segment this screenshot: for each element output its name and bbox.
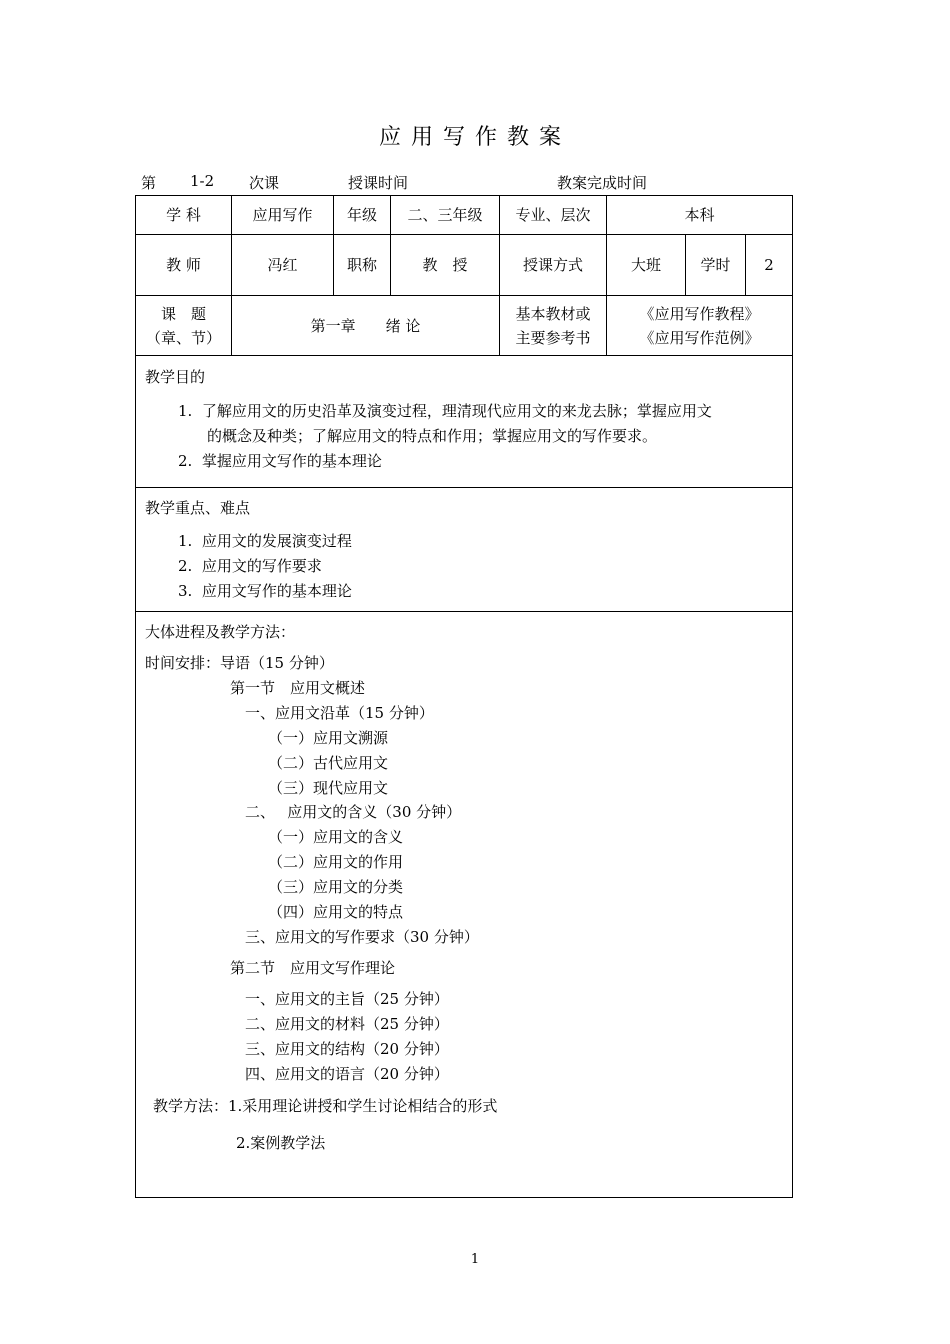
section-1-item-1c: （三）现代应用文 xyxy=(268,779,389,797)
header-teach-time-label: 授课时间 xyxy=(348,174,409,192)
book-1: 《应用写作教程》 xyxy=(639,304,760,323)
topic-label-line2: （章、节） xyxy=(145,328,221,347)
row-divider xyxy=(135,487,793,488)
keypoint-2: 2. 应用文的写作要求 xyxy=(178,557,322,575)
teacher-value: 冯红 xyxy=(267,256,298,274)
rank-value: 教 授 xyxy=(422,256,468,274)
hours-value: 2 xyxy=(764,256,774,274)
section-2-item-1: 一、应用文的主旨（25 分钟） xyxy=(245,990,449,1008)
keypoints-heading: 教学重点、难点 xyxy=(145,499,251,517)
header-finish-time-label: 教案完成时间 xyxy=(557,174,648,192)
section-1-item-1: 一、应用文沿革（15 分钟） xyxy=(245,704,434,722)
section-1-title: 第一节 应用文概述 xyxy=(230,679,366,697)
section-2-title: 第二节 应用文写作理论 xyxy=(230,959,396,977)
teacher-label: 教 师 xyxy=(166,256,201,274)
grade-value: 二、三年级 xyxy=(407,206,483,224)
section-1-item-2b: （二）应用文的作用 xyxy=(268,853,404,871)
objective-1-line1: 1. 了解应用文的历史沿革及演变过程，理清现代应用文的来龙去脉；掌握应用文 xyxy=(178,402,712,420)
section-1-item-2a: （一）应用文的含义 xyxy=(268,828,404,846)
keypoint-3: 3. 应用文写作的基本理论 xyxy=(178,582,352,600)
section-2-item-3: 三、应用文的结构（20 分钟） xyxy=(245,1040,449,1058)
books-label-line2: 主要参考书 xyxy=(515,328,591,347)
grade-label: 年级 xyxy=(346,206,377,224)
mode-label: 授课方式 xyxy=(522,256,583,274)
major-value: 本科 xyxy=(684,206,715,224)
books-value xyxy=(607,296,792,355)
page-number: 1 xyxy=(470,1252,480,1267)
process-heading: 大体进程及教学方法： xyxy=(145,623,296,641)
subject-label: 学 科 xyxy=(166,206,201,224)
row-divider xyxy=(135,611,793,612)
section-2-item-4: 四、应用文的语言（20 分钟） xyxy=(245,1065,449,1083)
topic-label xyxy=(136,296,231,355)
books-label xyxy=(500,296,606,355)
section-2-item-2: 二、应用文的材料（25 分钟） xyxy=(245,1015,449,1033)
objectives-heading: 教学目的 xyxy=(145,368,206,386)
document-title: 应用写作教案 xyxy=(378,125,571,150)
book-2: 《应用写作范例》 xyxy=(639,328,760,347)
mode-value: 大班 xyxy=(630,256,661,274)
time-arrangement: 时间安排：导语（15 分钟） xyxy=(145,654,334,672)
subject-value: 应用写作 xyxy=(252,206,313,224)
section-1-item-1b: （二）古代应用文 xyxy=(268,754,389,772)
teaching-method-1: 教学方法：1.采用理论讲授和学生讨论相结合的形式 xyxy=(153,1097,498,1115)
section-1-item-2d: （四）应用文的特点 xyxy=(268,903,404,921)
objective-1-line2: 的概念及种类；了解应用文的特点和作用；掌握应用文的写作要求。 xyxy=(207,427,658,445)
header-ci-ke: 次课 xyxy=(249,174,280,192)
row-divider xyxy=(135,355,793,356)
header-lesson-number: 1-2 xyxy=(190,172,215,190)
section-1-item-2: 二、 应用文的含义（30 分钟） xyxy=(245,803,462,821)
major-label: 专业、层次 xyxy=(515,206,591,224)
keypoint-1: 1. 应用文的发展演变过程 xyxy=(178,532,352,550)
rank-label: 职称 xyxy=(346,256,377,274)
section-1-item-3: 三、应用文的写作要求（30 分钟） xyxy=(245,928,479,946)
header-di: 第 xyxy=(141,174,157,192)
books-label-line1: 基本教材或 xyxy=(515,304,591,323)
section-1-item-2c: （三）应用文的分类 xyxy=(268,878,404,896)
topic-value: 第一章 绪 论 xyxy=(310,316,421,335)
hours-label: 学时 xyxy=(700,256,731,274)
objective-2: 2. 掌握应用文写作的基本理论 xyxy=(178,452,382,470)
section-1-item-1a: （一）应用文溯源 xyxy=(268,729,389,747)
topic-label-line1: 课 题 xyxy=(160,304,206,323)
teaching-method-2: 2.案例教学法 xyxy=(236,1134,326,1152)
